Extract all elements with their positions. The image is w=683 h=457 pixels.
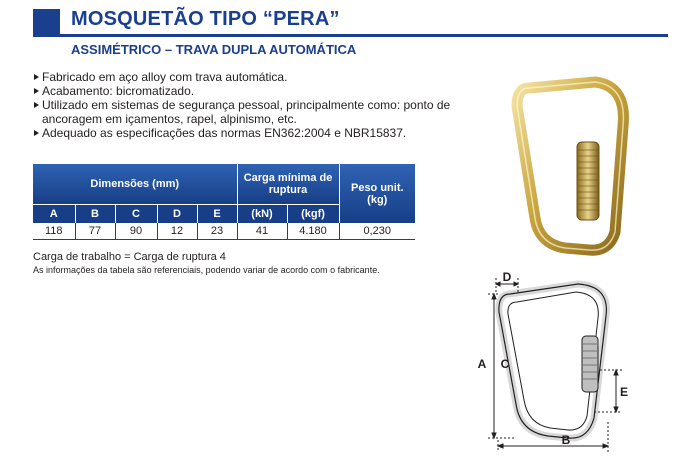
dimension-label-c: C [500, 357, 510, 371]
table-cell: 41 [237, 223, 287, 240]
column-header-c: C [115, 205, 157, 224]
feature-item: Acabamento: bicromatizado. [33, 84, 453, 98]
table-cell: 4.180 [287, 223, 339, 240]
header-weight: Peso unit. (kg) [339, 164, 415, 223]
feature-list [33, 70, 453, 140]
table-cell: 90 [115, 223, 157, 240]
page-title: MOSQUETÃO TIPO “PERA” [71, 8, 340, 30]
column-header-d: D [157, 205, 197, 224]
header-dimensions: Dimensões (mm) [33, 164, 237, 205]
dimension-label-b: B [561, 433, 571, 447]
column-header-b: B [75, 205, 115, 224]
column-header-kgf: (kgf) [287, 205, 339, 224]
feature-item: Fabricado em aço alloy com trava automática. [33, 70, 453, 84]
table-cell: 77 [75, 223, 115, 240]
dimension-label-a: A [477, 357, 487, 371]
feature-item: Adequado as especificações das normas EN362:2004 e NBR15837. [33, 126, 453, 140]
table-cell: 118 [33, 223, 75, 240]
dimension-label-e: E [619, 385, 629, 399]
header-breaking-load: Carga mínima de ruptura [237, 164, 339, 205]
column-header-e: E [197, 205, 237, 224]
disclaimer-note: As informações da tabela são referenciais, podendo variar de acordo com o fabricante. [33, 265, 380, 275]
feature-item: Utilizado em sistemas de segurança pessoal, principalmente como: ponto de ancoragem em içamentos, rapel, alpinismo, etc. [33, 98, 453, 126]
dimension-diagram [470, 272, 630, 454]
carabiner-photo [495, 68, 645, 268]
table-cell: 0,230 [339, 223, 415, 240]
column-header-a: A [33, 205, 75, 224]
working-load-note: Carga de trabalho = Carga de ruptura 4 [33, 251, 226, 263]
table-cell: 12 [157, 223, 197, 240]
table-cell: 23 [197, 223, 237, 240]
table-row [33, 223, 415, 240]
dimension-label-d: D [502, 272, 512, 284]
page-subtitle: ASSIMÉTRICO – TRAVA DUPLA AUTOMÁTICA [71, 42, 357, 57]
title-accent-block [33, 9, 60, 37]
title-underline [60, 34, 668, 37]
column-header-kn: (kN) [237, 205, 287, 224]
specs-table [33, 164, 415, 240]
